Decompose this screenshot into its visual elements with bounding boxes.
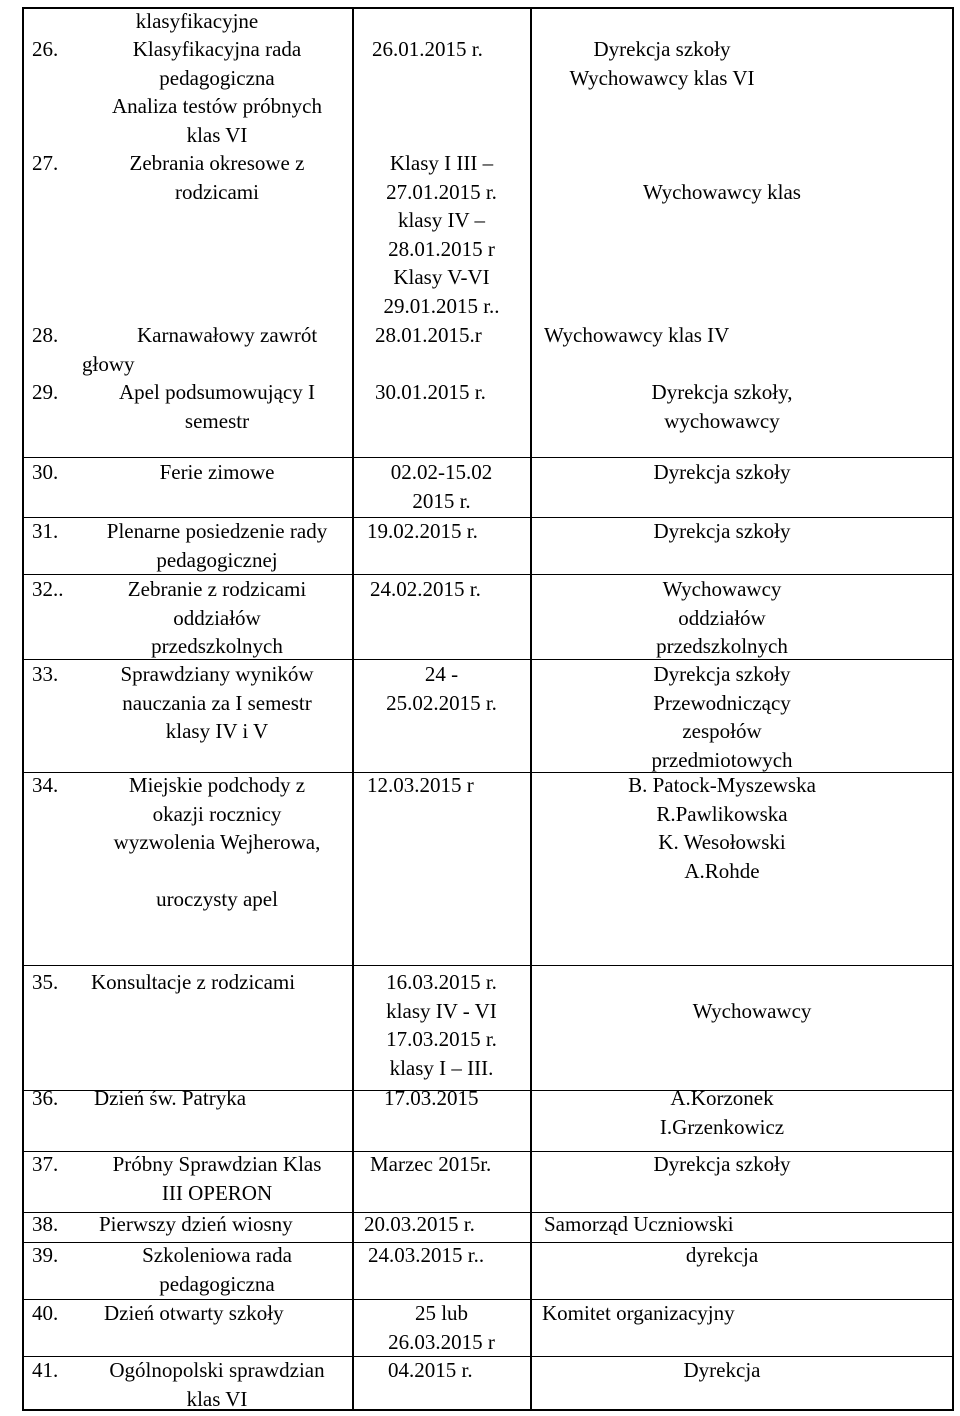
- responsible-cell: Dyrekcja: [683, 1358, 761, 1382]
- row-number: 32..: [32, 577, 64, 601]
- responsible-cell: Samorząd Uczniowski: [544, 1212, 734, 1236]
- responsible-cell: Dyrekcja szkoły: [653, 460, 791, 484]
- activity-cell: Ferie zimowe: [159, 460, 275, 484]
- date-cell: Klasy I III – 27.01.2015 r. klasy IV – 28.01.2015 r Klasy V-VI 29.01.2015 r..: [383, 151, 500, 318]
- activity-cell: Dzień św. Patryka: [94, 1086, 247, 1110]
- row-number: 39.: [32, 1243, 59, 1267]
- responsible-cell: Dyrekcja szkoły Przewodniczący zespołów przedmiotowych: [651, 662, 793, 772]
- responsible-cell: Dyrekcja szkoły, wychowawcy: [651, 380, 793, 433]
- date-cell: 30.01.2015 r.: [375, 380, 486, 404]
- date-cell: 02.02-15.02 2015 r.: [390, 460, 493, 513]
- row-number: 38.: [32, 1212, 59, 1236]
- date-cell: 24.03.2015 r..: [368, 1243, 485, 1267]
- row-number: 28.: [32, 323, 59, 347]
- responsible-cell: Komitet organizacyjny: [542, 1301, 735, 1325]
- date-cell: 24 - 25.02.2015 r.: [386, 662, 497, 715]
- activity-cell: Ogólnopolski sprawdzian klas VI: [109, 1358, 325, 1411]
- date-cell: 20.03.2015 r.: [364, 1212, 475, 1236]
- activity-cell: Próbny Sprawdzian Klas III OPERON: [112, 1152, 322, 1205]
- activity-cell: Karnawałowy zawrót głowy: [82, 323, 318, 376]
- activity-cell: klasyfikacyjne: [135, 9, 259, 33]
- responsible-cell: Dyrekcja szkoły: [653, 1152, 791, 1176]
- table-border-left: [22, 7, 24, 1411]
- row-separator-35: [22, 965, 954, 966]
- date-cell: 04.2015 r.: [388, 1358, 473, 1382]
- responsible-cell: Wychowawcy oddziałów przedszkolnych: [656, 577, 788, 658]
- row-number: 36.: [32, 1086, 59, 1110]
- date-cell: 17.03.2015: [384, 1086, 479, 1110]
- date-cell: 28.01.2015.r: [375, 323, 482, 347]
- activity-cell: Konsultacje z rodzicami: [91, 970, 296, 994]
- row-number: 34.: [32, 773, 59, 797]
- schedule-table: [22, 7, 954, 1411]
- date-cell: 12.03.2015 r: [367, 773, 474, 797]
- row-number: 35.: [32, 970, 59, 994]
- row-number: 30.: [32, 460, 59, 484]
- row-number: 40.: [32, 1301, 59, 1325]
- responsible-cell: Wychowawcy klas IV: [544, 323, 730, 347]
- row-number: 29.: [32, 380, 59, 404]
- date-cell: 19.02.2015 r.: [367, 519, 478, 543]
- responsible-cell: B. Patock-Myszewska R.Pawlikowska K. Wesołowski A.Rohde: [628, 773, 816, 883]
- activity-cell: Miejskie podchody z okazji rocznicy wyzwolenia Wejherowa, uroczysty apel: [113, 773, 321, 911]
- activity-cell: Zebrania okresowe z rodzicami: [129, 151, 305, 204]
- row-number: 41.: [32, 1358, 59, 1382]
- activity-cell: Dzień otwarty szkoły: [104, 1301, 284, 1325]
- activity-cell: Klasyfikacyjna rada pedagogiczna Analiza testów próbnych klas VI: [112, 37, 322, 147]
- activity-cell: Pierwszy dzień wiosny: [99, 1212, 293, 1236]
- date-cell: 25 lub 26.03.2015 r: [388, 1301, 495, 1354]
- responsible-cell: dyrekcja: [685, 1243, 759, 1267]
- activity-cell: Apel podsumowujący I semestr: [119, 380, 315, 433]
- responsible-cell: Dyrekcja szkoły Wychowawcy klas VI: [569, 37, 755, 90]
- responsible-cell: Wychowawcy: [692, 999, 812, 1023]
- activity-cell: Plenarne posiedzenie rady pedagogicznej: [106, 519, 328, 572]
- row-number: 31.: [32, 519, 59, 543]
- activity-cell: Szkoleniowa rada pedagogiczna: [142, 1243, 292, 1296]
- responsible-cell: A.Korzonek I.Grzenkowicz: [659, 1086, 785, 1139]
- row-number: 33.: [32, 662, 59, 686]
- date-cell: 26.01.2015 r.: [372, 37, 483, 61]
- date-cell: Marzec 2015r.: [370, 1152, 492, 1176]
- date-cell: 24.02.2015 r.: [370, 577, 481, 601]
- responsible-cell: Dyrekcja szkoły: [653, 519, 791, 543]
- row-number: 27.: [32, 151, 59, 175]
- row-number: 26.: [32, 37, 59, 61]
- responsible-cell: Wychowawcy klas: [643, 180, 801, 204]
- table-border-right: [952, 7, 954, 1411]
- date-cell: 16.03.2015 r. klasy IV - VI 17.03.2015 r. klasy I – III.: [386, 970, 497, 1080]
- row-number: 37.: [32, 1152, 59, 1176]
- activity-cell: Sprawdziany wyników nauczania za I semestr klasy IV i V: [120, 662, 314, 743]
- activity-cell: Zebranie z rodzicami oddziałów przedszkolnych: [127, 577, 307, 658]
